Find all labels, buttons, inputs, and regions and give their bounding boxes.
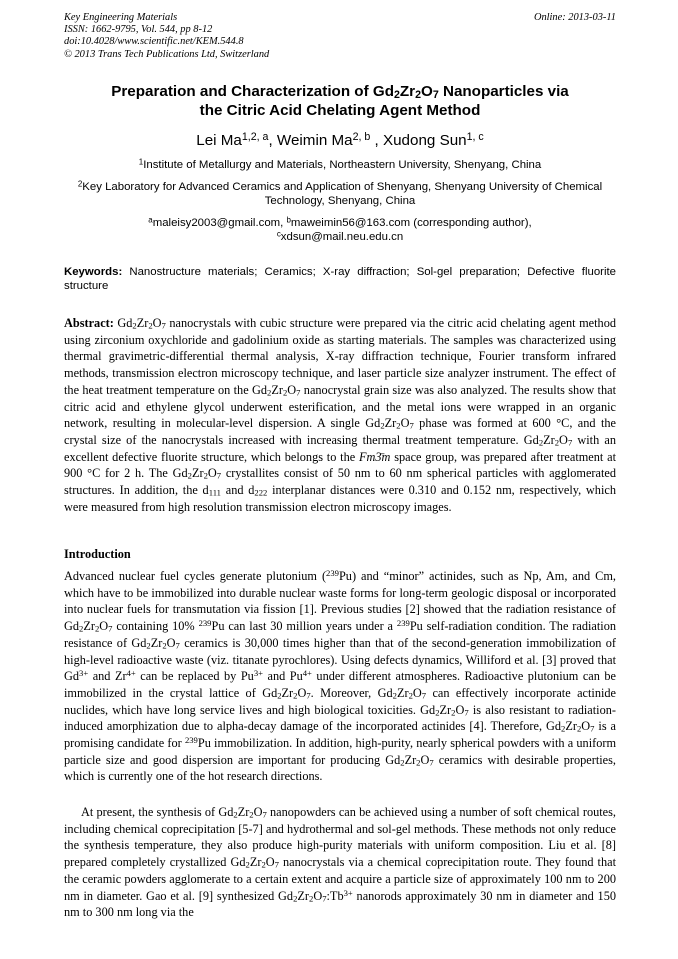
- section-heading-introduction: Introduction: [64, 547, 131, 561]
- element-symbol: O: [559, 432, 568, 447]
- issn-line: ISSN: 1662-9795, Vol. 544, pp 8-12: [64, 24, 213, 36]
- abstract-text: and d: [220, 483, 255, 498]
- element-symbol: Gd: [172, 466, 188, 481]
- element-count: 2: [415, 89, 421, 102]
- element-symbol: O: [152, 316, 162, 330]
- body-text: . Moreover,: [310, 685, 378, 700]
- affiliation-2: [64, 180, 616, 208]
- body-text: Advanced nuclear fuel cycles generate plutonium (: [64, 569, 327, 583]
- element-symbol: Gd: [365, 416, 381, 431]
- title-line-2: the Citric Acid Chelating Agent Method: [199, 102, 481, 119]
- affiliation-text: Key Laboratory for Advanced Ceramics and Application of Shenyang, Shenyang University of Chemical Technology, Shenyang, China: [82, 181, 603, 207]
- element-count: 7: [161, 320, 166, 331]
- abstract-text: nanocrystals with cubic structure were prepared via the citric acid chelating agent method using zirconium oxychloride and gadolinium oxide as starting materials. The samples was characterized using thermal gravimetric-differential thermal analysis, X-ray diffraction technique, Fourier transform infrared methods, transmission electron microscopy technique, and laser particle size analyzer instrument. The effect of the heat treatment temperature on the: [64, 316, 616, 397]
- body-text: under different atmospheres. Radioactive plutonium can be immobilized in the crystal lattice of: [64, 669, 617, 700]
- element-symbol: Zr: [249, 855, 262, 870]
- element-count: 7: [216, 471, 222, 482]
- element-count: 2: [249, 809, 254, 820]
- body-text: ceramics is 30,000 times higher than that of the second-generation immobilization of high-level radioactive waste (viz. titanate pyrochlores). Using defects dynamics, Williford et al. [3] proved that Gd: [64, 635, 616, 684]
- element-count: 2: [416, 757, 421, 768]
- element-count: 7: [429, 757, 434, 768]
- element-count: 2: [392, 690, 397, 701]
- element-count: 7: [464, 707, 469, 718]
- affiliation-mark: 1: [138, 157, 144, 167]
- author-name: Weimin Ma: [276, 132, 353, 149]
- body-text: nanorods approximately 30 nm in diameter and 150 nm to 300 nm long via the: [64, 888, 616, 920]
- isotope-mark: 239: [326, 568, 339, 579]
- journal-header: [64, 12, 616, 61]
- miller-index: 111: [208, 487, 221, 498]
- email-address: maweimin56@163.com (corresponding author),: [290, 217, 532, 229]
- element-symbol: Gd: [523, 432, 539, 447]
- keywords-text: Nanostructure materials; Ceramics; X-ray diffraction; Sol-gel preparation; Defective fluorite structure: [64, 266, 616, 292]
- element-count: 2: [203, 471, 208, 482]
- isotope-mark: 239: [396, 618, 410, 629]
- element-count: 7: [262, 809, 267, 820]
- abstract-text: interplanar distances were 0.310 and 0.152 nm, respectively, which were measured from high resolution transmission electron microscopy images.: [64, 483, 616, 514]
- element-symbol: Gd: [131, 635, 147, 650]
- body-text: is also resistant to radiation-induced amorphization due to alpha-decay damage of the incorporated actinides [4]. Therefore,: [64, 702, 616, 734]
- element-count: 2: [233, 809, 238, 820]
- element-count: 2: [408, 690, 413, 701]
- element-symbol: O: [287, 382, 297, 397]
- element-symbol: Gd: [372, 83, 394, 100]
- element-symbol: O: [166, 635, 176, 650]
- intro-paragraph-2: [64, 804, 616, 921]
- body-text: Pu) and “minor” actinides, such as Np, Am, and Cm, which have to be immobilized into durable nuclear waste forms for long-term geologic disposal or incorporated into nuclear fuels for transmutation via fission [1]. Previous studies [2] showed that the radiation resistance of: [64, 569, 617, 617]
- element-symbol: O: [421, 83, 433, 100]
- author-affiliation-mark: 1,2, a: [241, 131, 269, 144]
- element-count: 2: [538, 437, 544, 448]
- element-count: 7: [274, 859, 279, 870]
- formula: [173, 466, 221, 480]
- abstract-text: crystallites consist of 50 nm to 60 nm spherical particles with agglomerated structures. In addition, the d: [64, 466, 617, 498]
- ion-charge: 4+: [126, 668, 136, 679]
- element-count: 7: [296, 387, 301, 398]
- element-symbol: Zr: [543, 432, 555, 447]
- element-symbol: Zr: [404, 752, 417, 767]
- body-text: is a promising candidate for: [64, 719, 617, 751]
- element-count: 7: [421, 690, 427, 701]
- formula: [64, 619, 112, 633]
- affiliation-text: Institute of Metallurgy and Materials, Northeastern University, Shenyang, China: [143, 159, 542, 171]
- element-count: 7: [590, 724, 595, 735]
- element-count: 2: [148, 320, 153, 331]
- abstract-text: space group, was prepared after treatment at 900 °C for 2 h. The: [64, 449, 616, 481]
- element-count: 2: [380, 420, 385, 431]
- author-separator: ,: [370, 132, 383, 149]
- abstract-text: phase was formed at 600 °C, and the crystal size of the nanocrystals increased with increasing thermal treatment temperature.: [64, 416, 616, 447]
- formula: [131, 636, 179, 650]
- element-symbol: O: [207, 466, 217, 481]
- element-symbol: Gd: [420, 702, 436, 717]
- element-count: 2: [79, 623, 84, 634]
- body-text: Pu self-radiation condition. The radiation resistance of: [64, 619, 617, 650]
- keywords: [64, 265, 616, 293]
- element-symbol: O: [400, 416, 410, 431]
- email-address: xdsun@mail.neu.edu.cn: [280, 231, 404, 243]
- element-symbol: Zr: [399, 83, 416, 100]
- paper-title: [64, 82, 616, 120]
- formula: [373, 83, 439, 100]
- element-count: 2: [277, 690, 282, 701]
- formula: [385, 753, 433, 767]
- doi-line: doi:10.4028/www.scientific.net/KEM.544.8: [64, 36, 244, 48]
- formula: [252, 383, 300, 397]
- author-list: [64, 131, 616, 150]
- email-block: [64, 216, 616, 244]
- element-count: 7: [409, 420, 414, 431]
- element-symbol: Gd: [278, 888, 294, 903]
- email-mark: b: [286, 215, 291, 225]
- element-count: 7: [567, 437, 573, 448]
- element-symbol: Zr: [565, 719, 577, 734]
- element-symbol: Zr: [136, 316, 149, 330]
- element-symbol: Gd: [230, 855, 246, 870]
- ion-charge: 3+: [79, 668, 89, 679]
- element-count: 2: [267, 387, 272, 398]
- element-symbol: Zr: [281, 685, 294, 700]
- abstract: [64, 315, 616, 515]
- formula: [420, 703, 468, 717]
- element-symbol: Zr: [396, 685, 409, 700]
- body-text: containing 10%: [112, 619, 199, 634]
- formula: [218, 805, 266, 819]
- author-name: Lei Ma: [196, 132, 242, 149]
- author-separator: ,: [268, 132, 277, 149]
- element-count: 2: [132, 320, 137, 331]
- ion-charge: 3+: [343, 887, 353, 898]
- element-symbol: Gd: [64, 619, 80, 634]
- element-count: 2: [393, 89, 400, 102]
- author-name: Xudong Sun: [382, 132, 467, 149]
- abstract-text: with an excellent defective fluorite structure, which belongs to the: [64, 432, 616, 464]
- formula: [546, 719, 594, 733]
- body-text: :Tb: [326, 888, 344, 903]
- body-text: At present, the synthesis of: [81, 805, 219, 819]
- title-text: Nanoparticles via: [438, 83, 569, 100]
- element-count: 2: [146, 640, 151, 651]
- element-symbol: O: [253, 805, 263, 819]
- element-symbol: Zr: [191, 466, 204, 481]
- element-count: 7: [175, 640, 180, 651]
- element-count: 2: [245, 859, 250, 870]
- element-count: 2: [396, 420, 401, 431]
- element-symbol: Zr: [297, 888, 309, 903]
- element-count: 2: [435, 707, 440, 718]
- element-count: 2: [162, 640, 167, 651]
- title-text: Preparation and Characterization of: [111, 83, 373, 100]
- element-symbol: Zr: [384, 416, 397, 431]
- formula: [524, 433, 572, 447]
- intro-paragraph-1: [64, 568, 616, 785]
- space-group: Fm3̄m: [358, 449, 391, 464]
- element-symbol: Gd: [117, 316, 133, 330]
- body-text: nanocrystals via a chemical coprecipitation route. They found that the ceramic powders agglomerate to a certain extent and acquire a particle size of approximately 100 nm to 200 nm in diameter. Gao et al. [9] synthesized: [64, 855, 616, 903]
- element-symbol: O: [99, 619, 109, 634]
- body-text: can be replaced by Pu: [135, 669, 254, 684]
- email-mark: c: [276, 229, 281, 239]
- element-symbol: O: [420, 752, 430, 767]
- keywords-label: Keywords:: [64, 266, 123, 278]
- element-symbol: O: [265, 855, 275, 870]
- ion-charge: 3+: [253, 668, 263, 679]
- author-affiliation-mark: 1, c: [466, 131, 484, 144]
- element-count: 2: [94, 623, 100, 634]
- body-text: and Pu: [263, 669, 303, 684]
- affiliation-mark: 2: [77, 179, 83, 189]
- element-count: 7: [108, 623, 113, 634]
- element-symbol: Zr: [439, 702, 452, 717]
- element-symbol: Zr: [150, 635, 163, 650]
- email-mark: a: [148, 215, 153, 225]
- journal-name: Key Engineering Materials: [64, 12, 178, 23]
- element-symbol: Gd: [262, 685, 278, 700]
- email-address: maleisy2003@gmail.com,: [152, 217, 287, 229]
- element-symbol: Zr: [83, 619, 95, 634]
- element-count: 2: [309, 893, 314, 904]
- element-symbol: Gd: [252, 382, 268, 397]
- isotope-mark: 239: [198, 618, 212, 629]
- element-symbol: Zr: [237, 805, 250, 819]
- element-count: 2: [576, 724, 582, 735]
- element-count: 2: [561, 724, 566, 735]
- miller-index: 222: [254, 487, 268, 498]
- element-symbol: O: [455, 702, 465, 717]
- abstract-text: nanocrystal grain size was also analyzed. The results show that citric acid and ethylene glycol underwent esterification, and the metal ions were wrapped in an organic network, resulting in molecular-level dispersion. A single: [64, 382, 616, 431]
- body-text: nanopowders can be achieved using a number of soft chemical routes, including chemical coprecipitation [5-7] and hydrothermal and sol-gel methods. These methods not only reduce the synthesis temperature, they also produce high-purity materials with uniform composition. Liu et al. [8] prepared completely crystallized: [64, 805, 617, 870]
- body-text: Pu can last 30 million years under a: [211, 619, 397, 634]
- formula: [278, 889, 326, 903]
- formula: [262, 686, 310, 700]
- ion-charge: 4+: [302, 668, 312, 679]
- online-date: Online: 2013-03-11: [533, 12, 616, 23]
- element-symbol: O: [581, 719, 591, 734]
- isotope-mark: 239: [184, 735, 198, 746]
- formula: [230, 855, 278, 869]
- element-count: 2: [293, 893, 298, 904]
- author-affiliation-mark: 2, b: [352, 131, 371, 144]
- affiliation-1: [64, 158, 616, 172]
- element-count: 7: [322, 893, 327, 904]
- element-count: 7: [306, 690, 311, 701]
- element-count: 2: [261, 859, 266, 870]
- element-symbol: O: [297, 685, 307, 700]
- formula: [365, 416, 413, 430]
- body-text: ceramics with desirable properties, which is currently one of the hot research directions.: [64, 752, 617, 784]
- body-text: Pu immobilization. In addition, high-purity, nearly spherical powders with a uniform particle size and good dispersion are important for producing: [64, 736, 617, 767]
- body-text: and Zr: [88, 669, 127, 684]
- element-symbol: Gd: [546, 719, 562, 734]
- element-count: 2: [554, 437, 560, 448]
- element-symbol: O: [412, 685, 422, 700]
- element-symbol: Gd: [385, 752, 401, 767]
- formula: [378, 686, 426, 700]
- element-symbol: Gd: [377, 685, 393, 700]
- element-count: 2: [451, 707, 456, 718]
- element-count: 2: [400, 757, 405, 768]
- abstract-label: Abstract:: [64, 316, 114, 330]
- element-symbol: Gd: [218, 805, 234, 819]
- element-count: 7: [432, 89, 439, 102]
- element-symbol: Zr: [271, 382, 283, 397]
- element-count: 2: [293, 690, 298, 701]
- copyright-line: © 2013 Trans Tech Publications Ltd, Switzerland: [64, 48, 270, 60]
- formula: [117, 316, 165, 330]
- body-text: can effectively incorporate actinide nuclides, which have long service lives and high biological toxicities.: [64, 685, 616, 717]
- element-symbol: O: [313, 888, 323, 903]
- element-count: 2: [187, 471, 192, 482]
- element-count: 2: [282, 387, 288, 398]
